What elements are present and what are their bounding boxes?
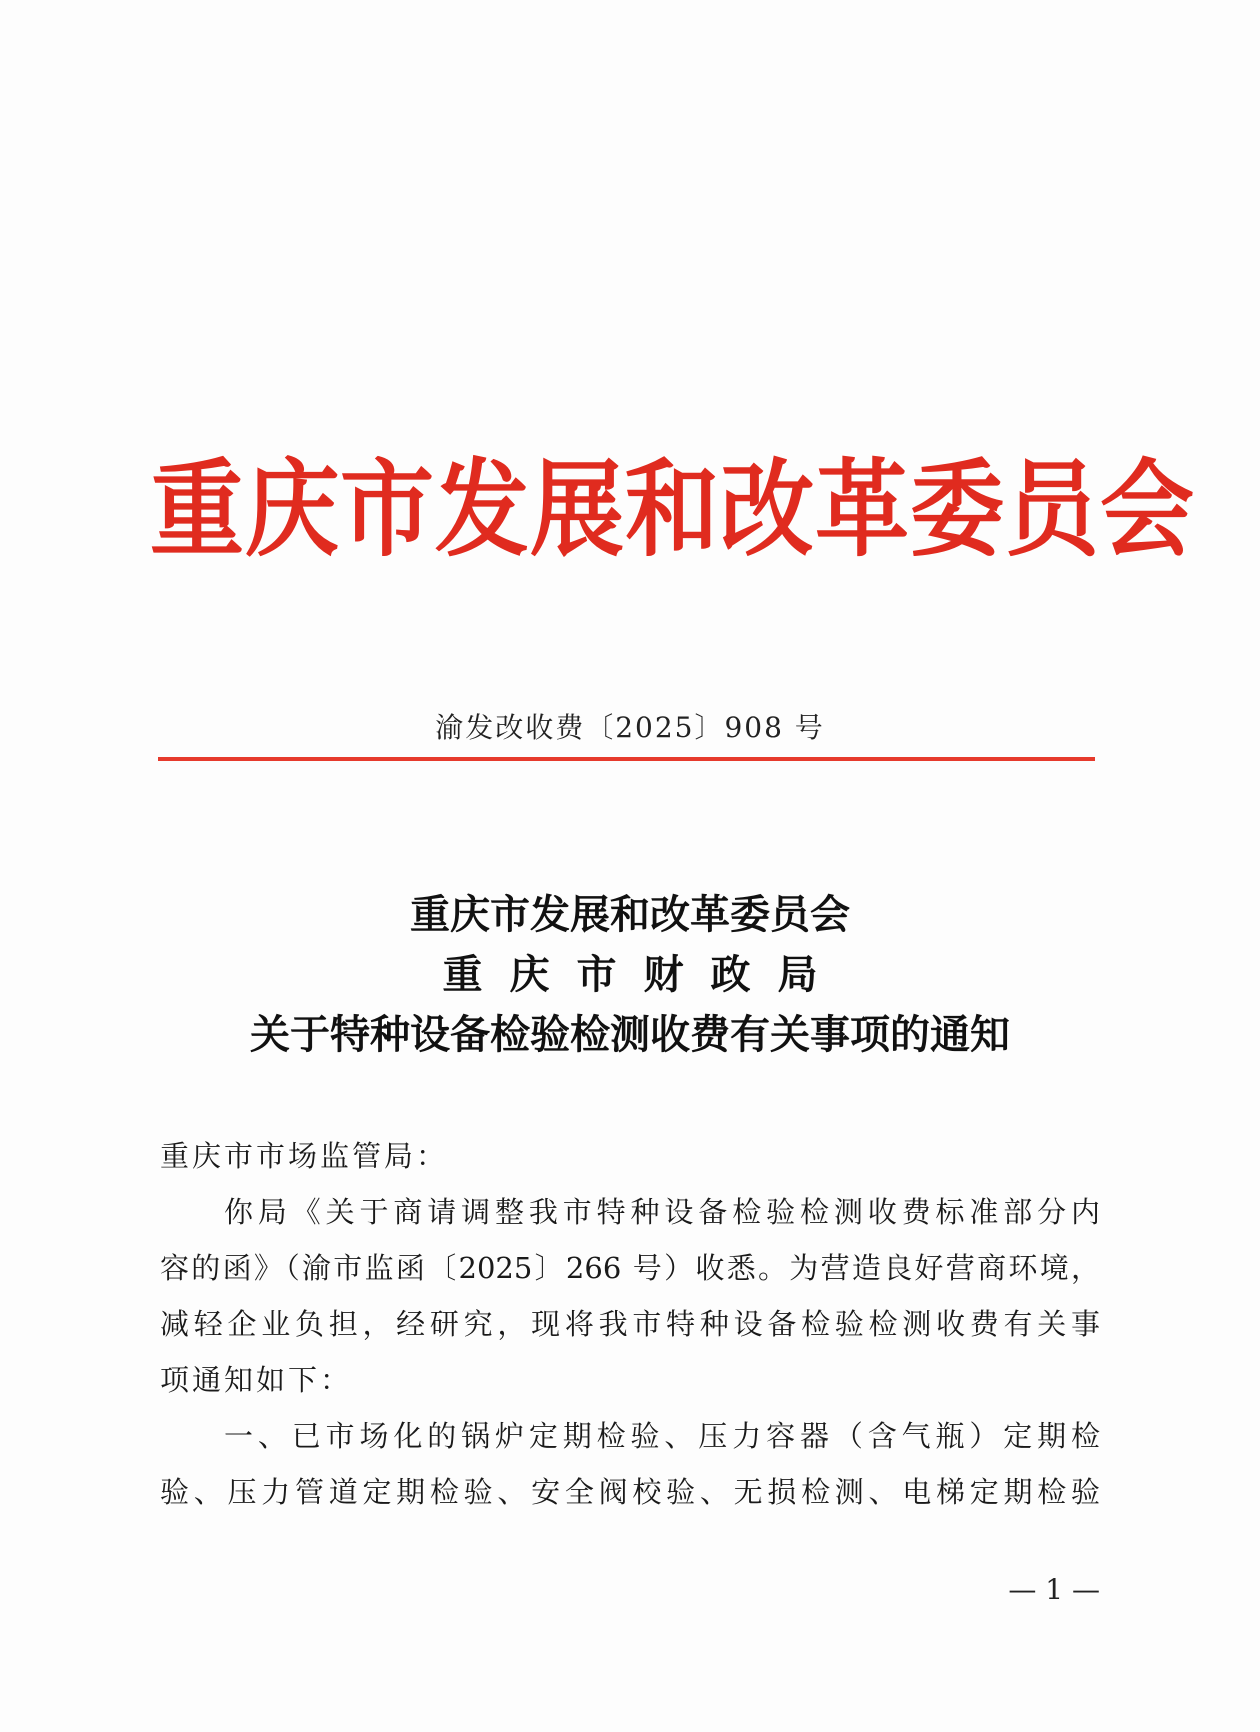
document-body <box>160 1128 1100 1520</box>
red-separator-rule <box>158 757 1095 761</box>
masthead-org-name: 重庆市发展和改革委员会 <box>150 448 1196 572</box>
document-title <box>120 885 1140 1065</box>
title-issuer-2: 重庆市财政局 <box>442 951 845 998</box>
title-issuer-1: 重庆市发展和改革委员会 <box>410 891 850 938</box>
body-line: 减轻企业负担，经研究，现将我市特种设备检验检测收费有关事 <box>160 1307 1100 1341</box>
body-line: 项通知如下： <box>160 1363 353 1397</box>
document-number: 渝发改收费〔2025〕908 号 <box>435 711 825 744</box>
page-number: — 1 — <box>1008 1573 1100 1606</box>
title-subject: 关于特种设备检验检测收费有关事项的通知 <box>250 1011 1010 1058</box>
addressee: 重庆市市场监管局： <box>160 1139 449 1173</box>
body-line: 你局《关于商请调整我市特种设备检验检测收费标准部分内 <box>224 1195 1100 1229</box>
body-line: 容的函》（渝市监函〔2025〕266 号）收悉。为营造良好营商环境， <box>160 1251 1100 1285</box>
body-line: 验、压力管道定期检验、安全阀校验、无损检测、电梯定期检验 <box>160 1475 1100 1509</box>
body-line: 一、已市场化的锅炉定期检验、压力容器（含气瓶）定期检 <box>224 1419 1100 1453</box>
